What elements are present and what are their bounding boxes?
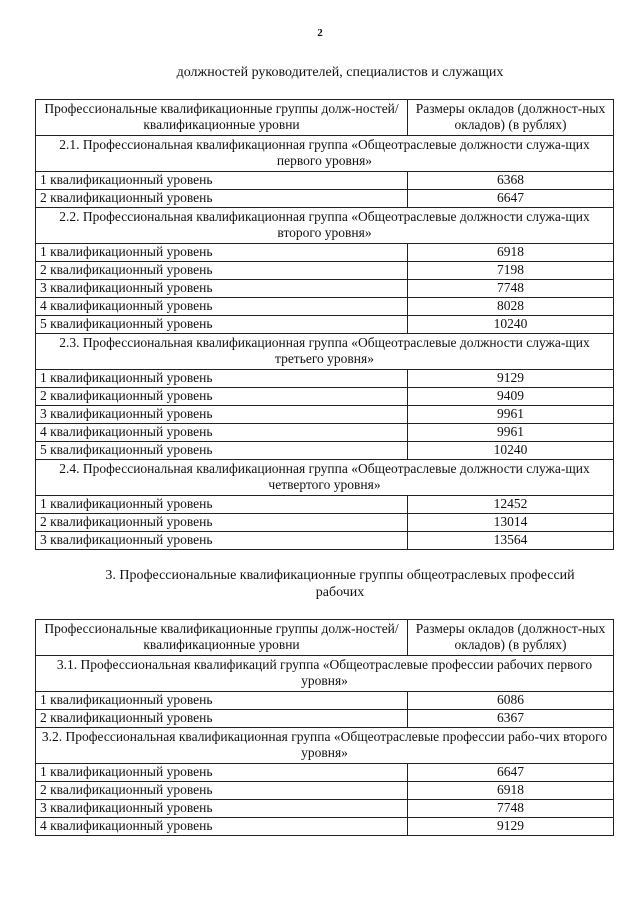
qualification-level: 2 квалификационный уровень (36, 710, 408, 728)
salary-value: 9961 (408, 406, 614, 424)
table-row (36, 388, 614, 406)
qualification-level: 5 квалификационный уровень (36, 316, 408, 334)
table-row (36, 692, 614, 710)
qualification-level: 1 квалификационный уровень (36, 172, 408, 190)
salary-value: 7748 (408, 800, 614, 818)
qualification-level: 2 квалификационный уровень (36, 262, 408, 280)
header-qualification-groups: Профессиональные квалификационные группы долж-ностей/квалификационные уровни (36, 620, 408, 656)
qualification-level: 1 квалификационный уровень (36, 370, 408, 388)
salary-value: 9409 (408, 388, 614, 406)
qualification-level: 4 квалификационный уровень (36, 424, 408, 442)
salary-table-workers (35, 619, 614, 836)
table-row (36, 424, 614, 442)
qualification-level: 1 квалификационный уровень (36, 764, 408, 782)
qualification-level: 2 квалификационный уровень (36, 190, 408, 208)
group-title: 2.3. Профессиональная квалификационная группа «Общеотраслевые должности служа-щих третьего уровня» (36, 334, 614, 370)
group-title: 2.2. Профессиональная квалификационная группа «Общеотраслевые должности служа-щих второго уровня» (36, 208, 614, 244)
table-row (36, 244, 614, 262)
section-heading-positions: должностей руководителей, специалистов и служащих (176, 65, 504, 80)
group-header-row (36, 460, 614, 496)
salary-value: 8028 (408, 298, 614, 316)
salary-value: 6086 (408, 692, 614, 710)
salary-value: 13014 (408, 514, 614, 532)
header-salary-size: Размеры окладов (должност-ных окладов) (в рублях) (408, 620, 614, 656)
table-row (36, 298, 614, 316)
group-title: 3.1. Профессиональная квалификаций группа «Общеотраслевые профессии рабочих первого уровня» (36, 656, 614, 692)
table-row (36, 800, 614, 818)
group-title: 3.2. Профессиональная квалификационная группа «Общеотраслевые профессии рабо-чих второго уровня» (36, 728, 614, 764)
qualification-level: 1 квалификационный уровень (36, 496, 408, 514)
qualification-level: 3 квалификационный уровень (36, 532, 408, 550)
salary-value: 10240 (408, 316, 614, 334)
table-header-row (36, 100, 614, 136)
qualification-level: 2 квалификационный уровень (36, 782, 408, 800)
group-title: 2.1. Профессиональная квалификационная группа «Общеотраслевые должности служа-щих первого уровня» (36, 136, 614, 172)
table-row (36, 442, 614, 460)
qualification-level: 3 квалификационный уровень (36, 800, 408, 818)
table-header-row (36, 620, 614, 656)
table-row (36, 710, 614, 728)
table-row (36, 496, 614, 514)
group-header-row (36, 136, 614, 172)
salary-value: 6368 (408, 172, 614, 190)
salary-value: 7748 (408, 280, 614, 298)
table-row (36, 370, 614, 388)
table-row (36, 262, 614, 280)
page-number: 2 (317, 27, 323, 39)
salary-value: 9961 (408, 424, 614, 442)
qualification-level: 5 квалификационный уровень (36, 442, 408, 460)
section-heading-workers: 3. Профессиональные квалификационные группы общеотраслевых профессий рабочих (105, 568, 575, 600)
table-row (36, 190, 614, 208)
qualification-level: 3 квалификационный уровень (36, 280, 408, 298)
group-header-row (36, 728, 614, 764)
group-header-row (36, 208, 614, 244)
salary-value: 7198 (408, 262, 614, 280)
group-title: 2.4. Профессиональная квалификационная группа «Общеотраслевые должности служа-щих четвертого уровня» (36, 460, 614, 496)
qualification-level: 3 квалификационный уровень (36, 406, 408, 424)
salary-value: 9129 (408, 370, 614, 388)
table-row (36, 532, 614, 550)
qualification-level: 2 квалификационный уровень (36, 514, 408, 532)
salary-value: 10240 (408, 442, 614, 460)
table-row (36, 280, 614, 298)
header-qualification-groups: Профессиональные квалификационные группы долж-ностей/квалификационные уровни (36, 100, 408, 136)
table-row (36, 514, 614, 532)
salary-value: 6647 (408, 764, 614, 782)
group-header-row (36, 656, 614, 692)
group-header-row (36, 334, 614, 370)
table-row (36, 172, 614, 190)
salary-value: 6918 (408, 244, 614, 262)
table-row (36, 764, 614, 782)
salary-value: 9129 (408, 818, 614, 836)
qualification-level: 4 квалификационный уровень (36, 818, 408, 836)
qualification-level: 2 квалификационный уровень (36, 388, 408, 406)
salary-value: 6367 (408, 710, 614, 728)
salary-value: 12452 (408, 496, 614, 514)
salary-table-positions (35, 99, 614, 550)
header-salary-size: Размеры окладов (должност-ных окладов) (в рублях) (408, 100, 614, 136)
qualification-level: 4 квалификационный уровень (36, 298, 408, 316)
table-row (36, 818, 614, 836)
qualification-level: 1 квалификационный уровень (36, 692, 408, 710)
qualification-level: 1 квалификационный уровень (36, 244, 408, 262)
table-row (36, 782, 614, 800)
salary-value: 13564 (408, 532, 614, 550)
salary-value: 6918 (408, 782, 614, 800)
table-row (36, 316, 614, 334)
salary-value: 6647 (408, 190, 614, 208)
table-row (36, 406, 614, 424)
